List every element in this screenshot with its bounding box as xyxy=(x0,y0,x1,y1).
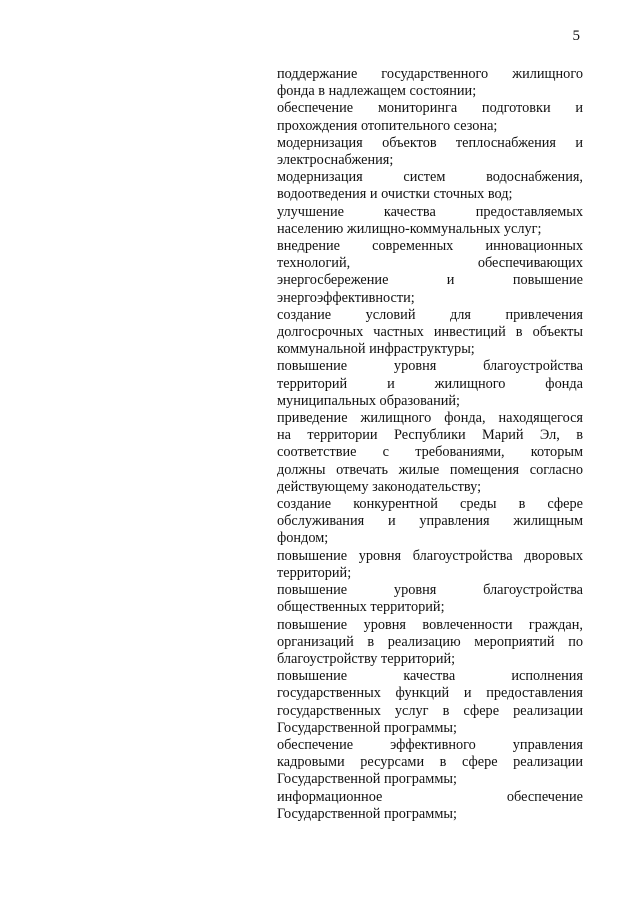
list-item-line: внедрение современных инновационных xyxy=(277,238,583,255)
list-item xyxy=(277,737,583,789)
list-item-line: энергоэффективности; xyxy=(277,289,415,306)
list-item-line: информационное обеспечение xyxy=(277,788,583,805)
list-item-line: муниципальных образований; xyxy=(277,392,461,409)
list-item-line: Государственной программы; xyxy=(277,719,457,736)
list-item-line: обслуживания и управления жилищным xyxy=(277,513,583,530)
list-item xyxy=(277,617,583,669)
list-item-line: коммунальной инфраструктуры; xyxy=(277,341,475,358)
list-item-line: населению жилищно-коммунальных услуг; xyxy=(277,220,542,237)
list-item-line: государственных услуг в сфере реализации xyxy=(277,702,583,719)
list-item-line: на территории Республики Марий Эл, в xyxy=(277,427,583,444)
goals-list xyxy=(277,66,583,823)
list-item-line: территорий; xyxy=(277,564,352,581)
list-item xyxy=(277,307,583,359)
list-item-line: приведение жилищного фонда, находящегося xyxy=(277,410,583,427)
list-item-line: модернизация объектов теплоснабжения и xyxy=(277,134,583,151)
page-number: 5 xyxy=(572,28,580,44)
list-item-line: должны отвечать жилые помещения согласно xyxy=(277,461,583,478)
list-item xyxy=(277,100,583,134)
list-item-line: электроснабжения; xyxy=(277,152,394,169)
list-item-line: повышение уровня благоустройства xyxy=(277,582,583,599)
list-item-line: создание конкурентной среды в сфере xyxy=(277,496,583,513)
list-item-line: территорий и жилищного фонда xyxy=(277,375,583,392)
list-item-line: долгосрочных частных инвестиций в объекты xyxy=(277,324,583,341)
list-item-line: фондом; xyxy=(277,530,329,547)
list-item xyxy=(277,66,583,100)
list-item-line: благоустройству территорий; xyxy=(277,650,456,667)
list-item-line: кадровыми ресурсами в сфере реализации xyxy=(277,754,583,771)
list-item-line: водоотведения и очистки сточных вод; xyxy=(277,186,513,203)
list-item-line: энергосбережение и повышение xyxy=(277,272,583,289)
list-item-line: прохождения отопительного сезона; xyxy=(277,117,498,134)
list-item-line: создание условий для привлечения xyxy=(277,306,583,323)
list-item-line: фонда в надлежащем состоянии; xyxy=(277,83,477,100)
list-item-line: государственных функций и предоставления xyxy=(277,685,583,702)
list-item xyxy=(277,582,583,616)
list-item-line: обеспечение эффективного управления xyxy=(277,736,583,753)
list-item-line: Государственной программы; xyxy=(277,805,457,822)
list-item-line: действующему законодательству; xyxy=(277,478,482,495)
list-item-line: улучшение качества предоставляемых xyxy=(277,203,583,220)
list-item-line: обеспечение мониторинга подготовки и xyxy=(277,100,583,117)
list-item-line: модернизация систем водоснабжения, xyxy=(277,169,583,186)
list-item-line: повышение качества исполнения xyxy=(277,668,583,685)
list-item-line: организаций в реализацию мероприятий по xyxy=(277,633,583,650)
list-item-line: соответствие с требованиями, которым xyxy=(277,444,583,461)
list-item xyxy=(277,548,583,582)
list-item-line: повышение уровня благоустройства дворовых xyxy=(277,547,583,564)
list-item xyxy=(277,358,583,410)
list-item-line: поддержание государственного жилищного xyxy=(277,66,583,82)
list-item-line: повышение уровня благоустройства xyxy=(277,358,583,375)
list-item xyxy=(277,169,583,203)
list-item xyxy=(277,410,583,496)
list-item xyxy=(277,204,583,238)
list-item-line: общественных территорий; xyxy=(277,599,445,616)
list-item-line: повышение уровня вовлеченности граждан, xyxy=(277,616,583,633)
list-item xyxy=(277,135,583,169)
list-item-line: Государственной программы; xyxy=(277,771,457,788)
list-item-line: технологий, обеспечивающих xyxy=(277,255,583,272)
list-item xyxy=(277,496,583,548)
list-item xyxy=(277,238,583,307)
list-item xyxy=(277,789,583,823)
list-item xyxy=(277,668,583,737)
